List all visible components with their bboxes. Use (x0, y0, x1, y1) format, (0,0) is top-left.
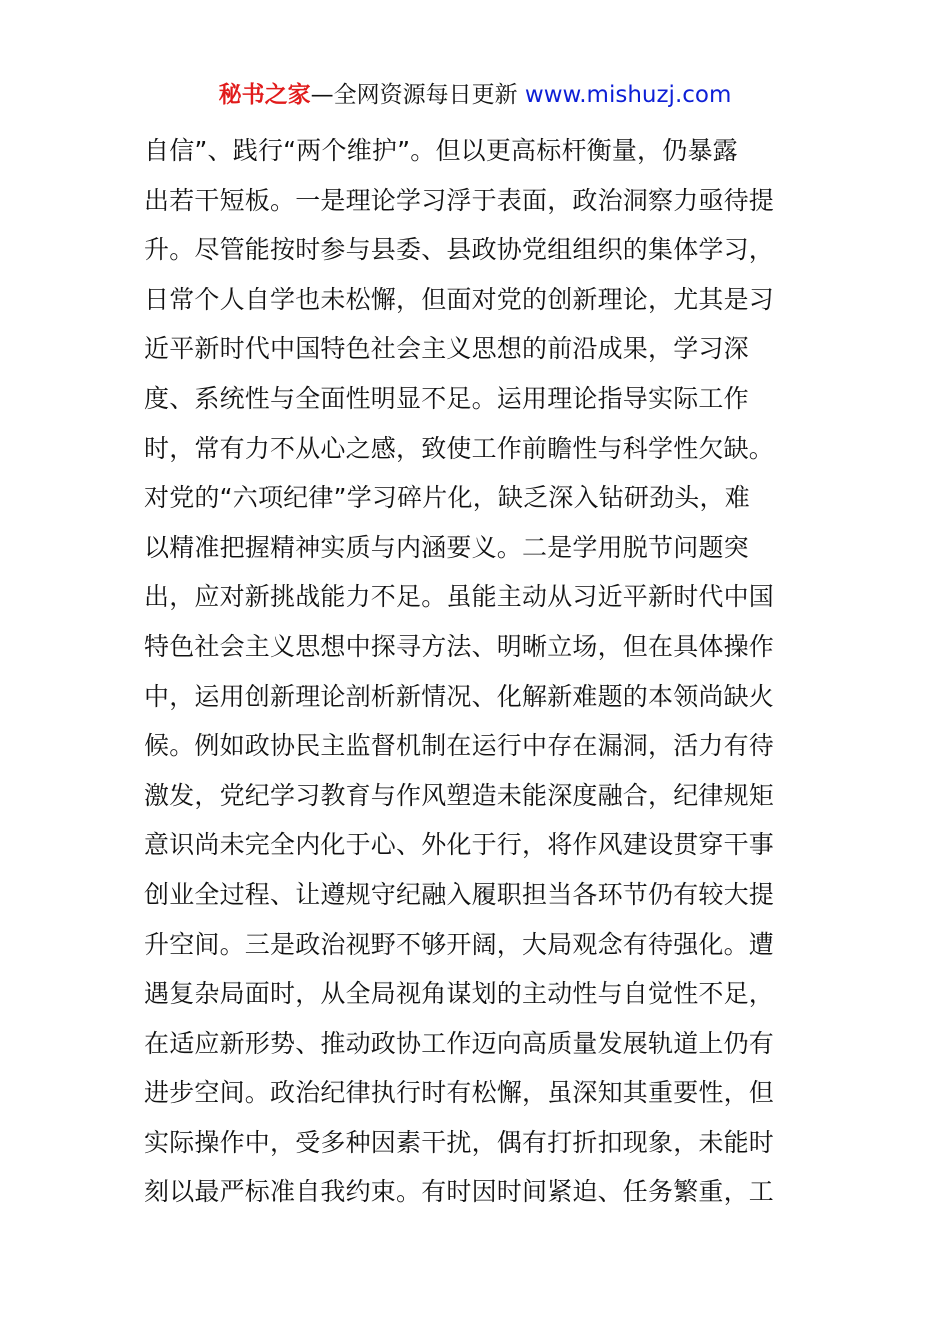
text-line: 进步空间。政治纪律执行时有松懈，虽深知其重要性，但 (144, 1078, 775, 1108)
text-line: 在适应新形势、推动政协工作迈向高质量发展轨道上仍有 (144, 1028, 775, 1058)
text-line: 候。例如政协民主监督机制在运行中存在漏洞，活力有待 (144, 731, 775, 761)
text-line: 以精准把握精神实质与内涵要义。二是学用脱节问题突 (144, 532, 749, 562)
page-header (0, 78, 950, 112)
text-line: 度、系统性与全面性明显不足。运用理论指导实际工作 (144, 383, 749, 413)
text-line: 激发，党纪学习教育与作风塑造未能深度融合，纪律规矩 (144, 780, 775, 810)
site-brand: 秘书之家 (218, 82, 311, 108)
text-line: 日常个人自学也未松懈，但面对党的创新理论，尤其是习 (144, 284, 775, 314)
header-tagline: —全网资源每日更新 (310, 82, 525, 108)
text-line: 时，常有力不从心之感，致使工作前瞻性与科学性欠缺。 (144, 433, 775, 463)
text-line: 遇复杂局面时，从全局视角谋划的主动性与自觉性不足， (144, 979, 775, 1009)
text-line: 对党的“六项纪律”学习碎片化，缺乏深入钻研劲头，难 (144, 483, 750, 513)
text-line: 刻以最严标准自我约束。有时因时间紧迫、任务繁重，工 (144, 1177, 775, 1207)
text-line: 自信”、践行“两个维护”。但以更高标杆衡量，仍暴露 (144, 136, 738, 165)
text-line: 创业全过程、让遵规守纪融入履职担当各环节仍有较大提 (144, 879, 775, 909)
text-line: 升空间。三是政治视野不够开阔，大局观念有待强化。遭 (144, 929, 775, 959)
text-line: 中，运用创新理论剖析新情况、化解新难题的本领尚缺火 (144, 681, 775, 711)
text-line: 出，应对新挑战能力不足。虽能主动从习近平新时代中国 (144, 582, 775, 612)
text-line: 出若干短板。一是理论学习浮于表面，政治洞察力亟待提 (144, 185, 775, 215)
text-line: 意识尚未完全内化于心、外化于行，将作风建设贯穿干事 (144, 830, 775, 860)
site-url-link[interactable]: www.mishuzj.com (524, 82, 732, 108)
text-line: 实际操作中，受多种因素干扰，偶有打折扣现象，未能时 (144, 1127, 775, 1157)
text-line: 近平新时代中国特色社会主义思想的前沿成果，学习深 (144, 334, 749, 364)
document-body (144, 126, 806, 1217)
text-line: 特色社会主义思想中探寻方法、明晰立场，但在具体操作 (144, 631, 775, 661)
text-line: 升。尽管能按时参与县委、县政协党组组织的集体学习， (144, 235, 775, 265)
